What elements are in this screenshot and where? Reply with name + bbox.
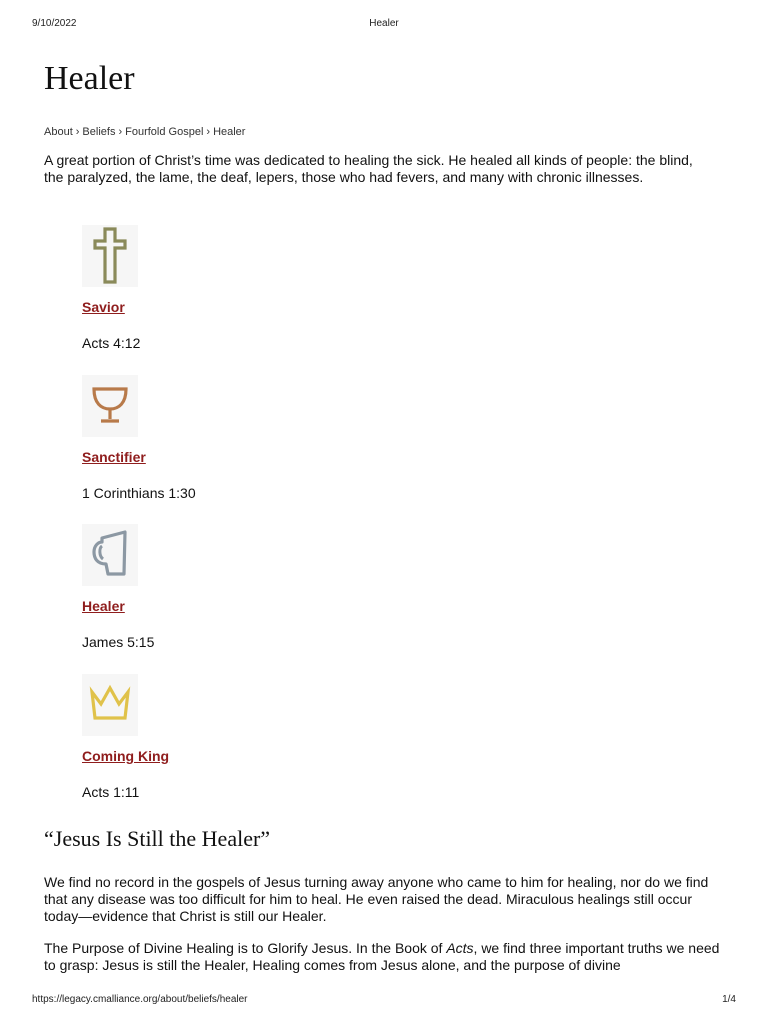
print-footer (32, 994, 736, 1008)
symbol-healer (82, 524, 382, 650)
print-title: Healer (369, 18, 399, 29)
paragraph-2-before: The Purpose of Divine Healing is to Glorify Jesus. In the Book of (44, 940, 447, 956)
symbol-savior (82, 225, 382, 351)
coming-king-link[interactable]: Coming King (82, 748, 170, 764)
page-title: Healer (44, 60, 135, 97)
page-number: 1/4 (722, 994, 736, 1005)
page-url: https://legacy.cmalliance.org/about/beliefs/healer (32, 994, 248, 1005)
intro-paragraph: A great portion of Christ’s time was dedicated to healing the sick. He healed all kinds of people: the blind, the paralyzed, the lame, the deaf, lepers, those who had fevers, and many with chronic illnesses. (44, 152, 693, 185)
healer-link[interactable]: Healer (82, 598, 125, 614)
print-header (32, 18, 736, 32)
symbol-coming-king (82, 674, 382, 800)
acts-emphasis: Acts (446, 940, 474, 956)
cup-icon (82, 375, 138, 437)
savior-reference: Acts 4:12 (82, 335, 141, 351)
breadcrumb-separator: › (118, 126, 123, 138)
paragraph-2-after: , we find three important truths we need to grasp: Jesus is still the Healer, Healing comes from Jesus alone, and the purpose of divine (44, 940, 720, 973)
breadcrumb-item-beliefs[interactable]: Beliefs (82, 126, 116, 138)
cross-icon (82, 225, 138, 287)
print-date: 9/10/2022 (32, 18, 77, 29)
breadcrumb-item-about[interactable]: About (44, 126, 73, 138)
body-paragraph-2 (44, 940, 726, 974)
section-heading: “Jesus Is Still the Healer” (44, 826, 271, 851)
sanctifier-link[interactable]: Sanctifier (82, 449, 146, 465)
sanctifier-reference: 1 Corinthians 1:30 (82, 485, 196, 501)
pitcher-icon (82, 524, 138, 586)
breadcrumb-item-healer: Healer (213, 126, 246, 138)
symbol-sanctifier (82, 375, 382, 501)
crown-icon (82, 674, 138, 736)
body-paragraph-1: We find no record in the gospels of Jesus turning away anyone who came to him for healing, nor do we find that any disease was too difficult for him to heal. He even raised the dead. Miraculous healings still occur today—evidence that Christ is still our Healer. (44, 874, 709, 924)
breadcrumb-item-fourfold-gospel[interactable]: Fourfold Gospel (125, 126, 204, 138)
breadcrumb (44, 126, 245, 138)
healer-reference: James 5:15 (82, 634, 155, 650)
breadcrumb-separator: › (75, 126, 80, 138)
coming-king-reference: Acts 1:11 (82, 784, 140, 800)
breadcrumb-separator: › (206, 126, 211, 138)
savior-link[interactable]: Savior (82, 299, 125, 315)
